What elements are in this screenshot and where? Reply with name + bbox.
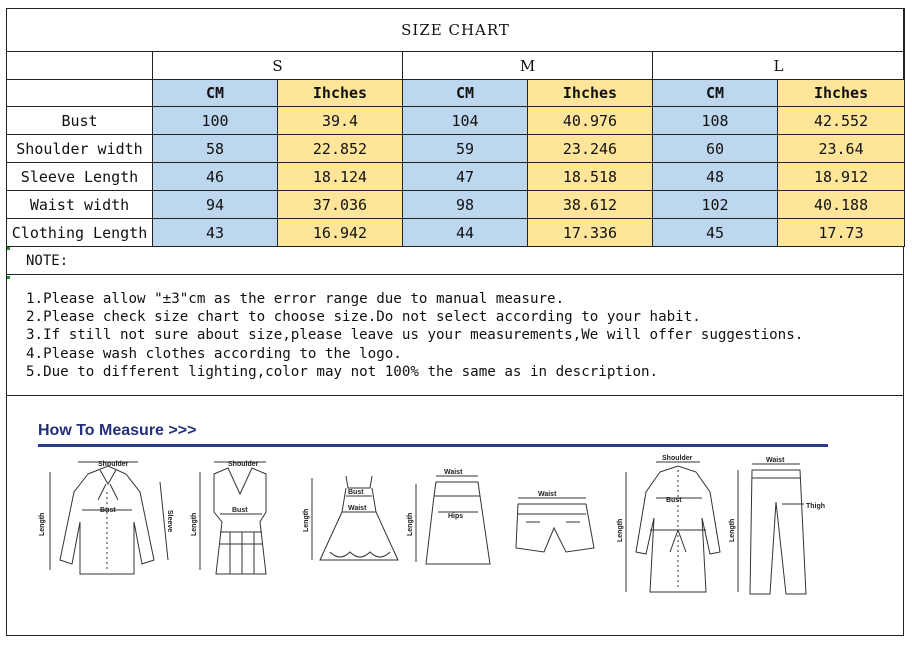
value-cell: 18.518 [528,163,653,191]
corner-cell [7,52,153,80]
label-length: Length [617,518,624,542]
note-item: 2.Please check size chart to choose size.Do not select according to your habit. [26,309,701,326]
value-cell: 44 [403,219,528,247]
size-header-s: S [153,52,403,80]
shorts-figure-icon [516,498,594,552]
value-cell: 18.912 [778,163,905,191]
value-cell: 37.036 [278,191,403,219]
unit-header-inches: Ihches [778,80,905,107]
size-header-l: L [653,52,905,80]
table-row [7,135,905,163]
note-item: 1.Please allow "±3"cm as the error range due to manual measure. [26,291,565,307]
label-length: Length [39,512,46,536]
value-cell: 18.124 [278,163,403,191]
measurement-figures [30,452,850,612]
row-label: Clothing Length [7,219,153,247]
value-cell: 59 [403,135,528,163]
table-row [7,191,905,219]
label-bust: Bust [232,507,248,514]
table-row [7,107,905,135]
size-header-m: M [403,52,653,80]
value-cell: 43 [153,219,278,247]
value-cell: 46 [153,163,278,191]
label-length: Length [303,508,310,532]
blouse-figure-icon [50,462,168,574]
divider [6,395,904,396]
notes-list [26,290,803,381]
value-cell: 48 [653,163,778,191]
coat-figure-icon [626,462,720,592]
value-cell: 39.4 [278,107,403,135]
value-cell: 38.612 [528,191,653,219]
title-underline [38,444,828,447]
value-cell: 42.552 [778,107,905,135]
label-bust: Bust [348,489,364,496]
how-to-measure-title: How To Measure >>> [38,422,197,439]
unit-header-cm: CM [153,80,278,107]
row-label: Waist width [7,191,153,219]
value-cell: 47 [403,163,528,191]
table-row [7,163,905,191]
unit-header-cm: CM [403,80,528,107]
label-waist: Waist [444,469,463,476]
value-cell: 58 [153,135,278,163]
value-cell: 40.188 [778,191,905,219]
label-length: Length [407,512,414,536]
size-chart-table [6,8,905,247]
value-cell: 60 [653,135,778,163]
label-waist: Waist [538,491,557,498]
label-hips: Hips [448,513,464,520]
note-item: 5.Due to different lighting,color may not 100% the same as in description. [26,363,659,380]
row-label: Sleeve Length [7,163,153,191]
value-cell: 23.64 [778,135,905,163]
label-waist: Waist [348,505,367,512]
divider [6,274,904,275]
unit-header-cm: CM [653,80,778,107]
value-cell: 17.336 [528,219,653,247]
value-cell: 104 [403,107,528,135]
note-item: 3.If still not sure about size,please leave us your measurements,We will offer suggestions. [26,327,804,344]
label-sleeve: Sleeve [166,510,173,533]
value-cell: 102 [653,191,778,219]
trousers-figure-icon [738,464,806,594]
note-label: NOTE: [26,253,69,269]
value-cell: 17.73 [778,219,905,247]
label-shoulder: Shoulder [228,461,259,468]
tank-top-figure-icon [200,462,266,574]
value-cell: 22.852 [278,135,403,163]
value-cell: 100 [153,107,278,135]
row-label: Shoulder width [7,135,153,163]
label-bust: Bust [100,507,116,514]
value-cell: 98 [403,191,528,219]
value-cell: 45 [653,219,778,247]
value-cell: 108 [653,107,778,135]
label-waist: Waist [766,457,785,464]
value-cell: 23.246 [528,135,653,163]
skirt-figure-icon [416,476,490,564]
label-shoulder: Shoulder [662,455,693,462]
label-length: Length [191,512,198,536]
unit-header-inches: Ihches [528,80,653,107]
chart-title: SIZE CHART [7,9,905,52]
corner-cell [7,80,153,107]
unit-header-inches: Ihches [278,80,403,107]
value-cell: 94 [153,191,278,219]
label-shoulder: Shoulder [98,461,129,468]
label-thigh: Thigh [806,503,826,510]
cell-marker [7,276,10,279]
cell-marker [7,247,10,250]
label-length: Length [729,518,736,542]
value-cell: 16.942 [278,219,403,247]
label-bust: Bust [666,497,682,504]
row-label: Bust [7,107,153,135]
note-item: 4.Please wash clothes according to the logo. [26,345,402,362]
table-row [7,219,905,247]
value-cell: 40.976 [528,107,653,135]
